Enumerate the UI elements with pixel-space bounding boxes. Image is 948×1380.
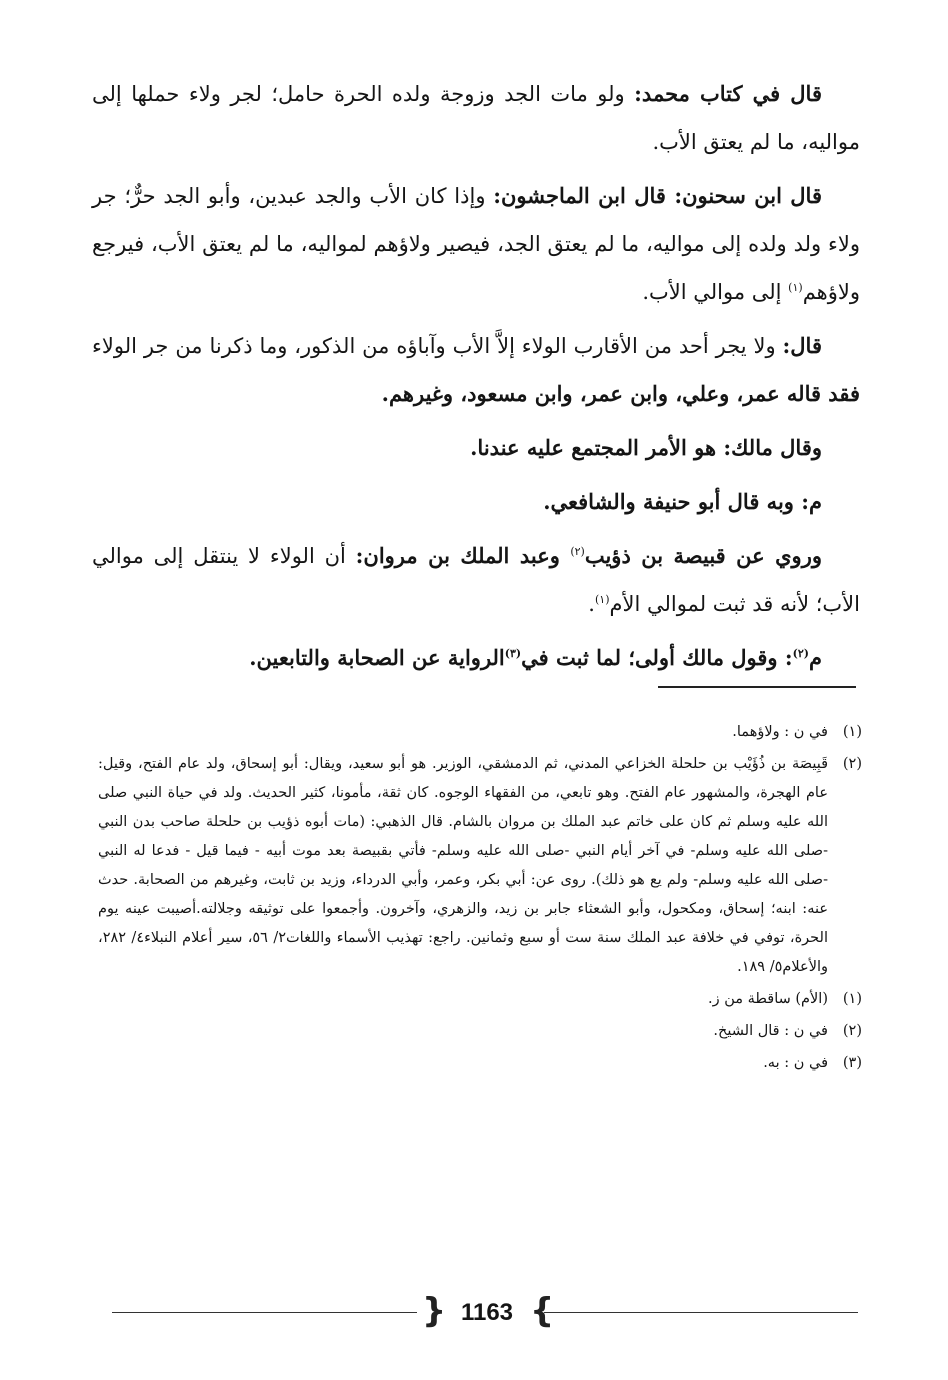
paragraph-3-lead: قال: [782, 333, 822, 358]
footnote-ref: (٢) [792, 647, 809, 660]
paragraph-3 [92, 322, 860, 418]
paragraph-1-text: ولو مات الجد وزوجة ولده الحرة حامل؛ لجر ولاء حملها إلى مواليه، ما لم يعتق الأب. [92, 82, 860, 154]
footnote-text: قَبِيصَة بن ذُؤَيْب بن حلحلة الخزاعي المدني، ثم الدمشقي، الوزير. هو أبو سعيد، ويقال: أبو إسحاق، ولد عام الفتح، وقيل: عام الهجرة، والمشهور عام الفتح. وهو تابعي، من الفقهاء الوجوه. كان ثقة، مأمونا، كثير الحديث. ولد في حياة النبي صلى الله عليه وسلم ثم كان على خاتم عبد الملك بن مروان بالشام. قال الذهبي: (مات أبوه ذؤيب بن حلحلة صاحب بدن النبي -صلى الله عليه وسلم- في آخر أيام النبي -صلى الله عليه وسلم- فأتي بقبيصة بعد موت أبيه - فيما قيل - فدعا له النبي -صلى الله عليه وسلم- ولم يع هو ذلك). روى عن: أبي بكر، وعمر، وأبي الدرداء، وزيد بن ثابت، وغيرهم من الصحابة. حدث عنه: ابنه؛ إسحاق، ومكحول، وأبو الشعثاء جابر بن زيد، والزهري، وآخرون. وأجمعوا على توثيقه وجلالته.أصيبت عينه يوم الحرة، توفي في خلافة عبد الملك سنة ست أو سبع وثمانين. راجع: تهذيب الأسماء واللغات٢/ ٥٦، سير أعلام النبلاء٤/ ٢٨٢، والأعلام٥/ ١٨٩. [98, 756, 828, 975]
footnote [98, 1017, 862, 1046]
paragraph-1 [92, 70, 860, 166]
paragraph-6-bold: وعبد الملك بن مروان: [355, 543, 571, 568]
paragraph-3-text: ولا يجر أحد من الأقارب الولاء إلاَّ الأب وآباؤه من الذكور، وما ذكرنا من جر الولاء [92, 334, 783, 358]
paragraph-2-text-a: وإذا كان الأب والجد عبدين، وأبو الجد حرٌّ؛ جر ولاء ولد ولده إلى مواليه، ما لم يعتق الجد، فيصير ولاؤهم لمواليه، ما لم يعتق الأب، فيرجع ولاؤهم [92, 184, 860, 304]
footnote [98, 985, 862, 1014]
paragraph-1-lead: قال في كتاب محمد: [634, 81, 822, 106]
footnote [98, 718, 862, 747]
right-brace-ornament: } [530, 1291, 555, 1331]
paragraph-5: م: وبه قال أبو حنيفة والشافعي. [543, 489, 822, 514]
footer-rule-left [112, 1312, 417, 1313]
paragraph-2 [92, 172, 860, 316]
footnote-ref: (٣) [504, 647, 522, 660]
footnote-number: (١) [842, 991, 862, 1007]
paragraph-7-c: الرواية عن الصحابة والتابعين. [249, 645, 505, 670]
footnote-number: (٢) [842, 756, 862, 772]
footnote-ref: (١) [788, 281, 803, 294]
footnote [98, 750, 862, 982]
footnotes [98, 718, 862, 1081]
paragraph-2-text-b: إلى موالي الأب. [642, 280, 789, 304]
footnote [98, 1049, 862, 1078]
paragraph-3-bold: فقد قاله عمر، وعلي، وابن عمر، وابن مسعود، وغيرهم. [381, 381, 860, 406]
footnote-number: (٣) [842, 1055, 862, 1071]
paragraph-4: وقال مالك: هو الأمر المجتمع عليه عندنا. [470, 435, 822, 460]
footnote-text: في ن : به. [763, 1055, 828, 1071]
paragraph-7-b: : وقول مالك أولى؛ لما ثبت في [521, 645, 793, 670]
footnote-text: في ن : ولاؤهما. [732, 724, 828, 740]
paragraph-6-text: أن الولاء لا ينتقل إلى موالي الأب؛ لأنه قد ثبت لموالي الأم [92, 544, 860, 616]
main-text [92, 70, 860, 688]
paragraph-7 [92, 634, 860, 682]
paragraph-6-lead: وروي عن قبيصة بن ذؤيب [584, 543, 822, 568]
footnote-ref: (٢) [570, 545, 585, 558]
left-brace-ornament: { [422, 1291, 447, 1331]
paragraph-6-end: . [588, 592, 595, 616]
footnote-number: (١) [842, 724, 862, 740]
footnote-text: (الأم) ساقطة من ز. [707, 991, 828, 1007]
paragraph-2-lead: قال ابن سحنون: قال ابن الماجشون: [493, 183, 822, 208]
footnote-number: (٢) [842, 1023, 862, 1039]
footnote-separator [658, 686, 856, 688]
page-footer [112, 1293, 858, 1333]
footnote-ref: (١) [594, 593, 610, 606]
page-number: 1163 [460, 1299, 514, 1326]
footer-rule-right [544, 1312, 858, 1313]
footnote-text: في ن : قال الشيخ. [713, 1023, 828, 1039]
paragraph-7-a: م [808, 645, 822, 670]
paragraph-6 [92, 532, 860, 628]
